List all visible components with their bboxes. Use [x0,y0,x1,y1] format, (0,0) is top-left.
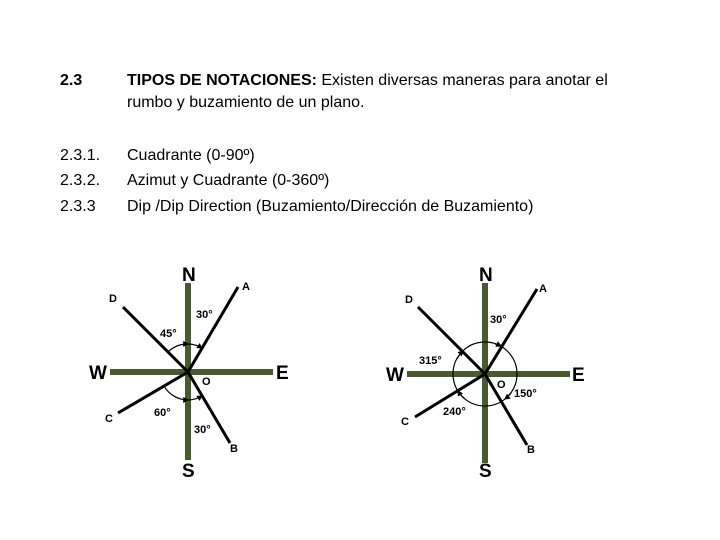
section-title-line1: Existen diversas maneras para anotar el [316,72,608,89]
angle-arc-sw [164,386,188,400]
azimuth-arrow-a [495,344,501,346]
line-b-label: B [527,444,535,456]
angle-c-label: 240° [443,406,466,418]
north-label: N [479,265,493,286]
line-d-label: D [109,293,117,305]
line-a-label: A [539,283,547,295]
origin-label: O [202,376,211,388]
item-number: 2.3.1. [60,147,101,164]
line-b [485,374,527,445]
item-number: 2.3.2. [60,172,101,189]
line-d-label: D [405,294,413,306]
angle-sw-label: 60° [154,407,171,419]
azimuth-arrow-b [505,393,511,399]
angle-d-label: 315° [419,355,442,367]
line-c [118,372,188,413]
list-item [0,196,720,218]
compass-diagram-azimuth [385,255,595,485]
section-title [127,70,687,114]
west-label: W [89,363,107,384]
section-title-bold: TIPOS DE NOTACIONES: [127,72,317,89]
list-item [0,170,720,192]
section-title-line2: rumbo y buzamiento de un plano. [127,94,365,111]
line-a-label: A [242,281,250,293]
line-a [485,289,537,374]
item-number: 2.3.3 [60,198,96,215]
south-label: S [182,461,195,482]
item-label: Dip /Dip Direction (Buzamiento/Dirección de Buzamiento) [127,198,534,215]
north-label: N [182,265,196,286]
line-a [188,287,238,372]
origin-label: O [497,379,506,391]
azimuth-arrow-c [458,391,465,399]
line-c-label: C [401,416,409,428]
south-label: S [479,461,492,482]
angle-a-label: 30° [490,314,507,326]
angle-se-label: 30° [194,424,211,436]
line-d [123,307,188,372]
angle-nw-label: 45° [160,328,177,340]
line-b-label: B [230,443,238,455]
compass-diagram-quadrant [88,255,298,485]
item-label: Azimut y Cuadrante (0-360º) [127,172,330,189]
item-label: Cuadrante (0-90º) [127,147,255,164]
west-label: W [386,365,404,386]
section-heading [0,70,720,114]
east-label: E [276,363,289,384]
angle-ne-label: 30° [196,309,213,321]
azimuth-arrow-d [457,351,463,359]
list-item [0,145,720,167]
section-number: 2.3 [60,72,83,89]
east-label: E [572,365,585,386]
line-c-label: C [105,413,113,425]
angle-b-label: 150° [514,388,537,400]
